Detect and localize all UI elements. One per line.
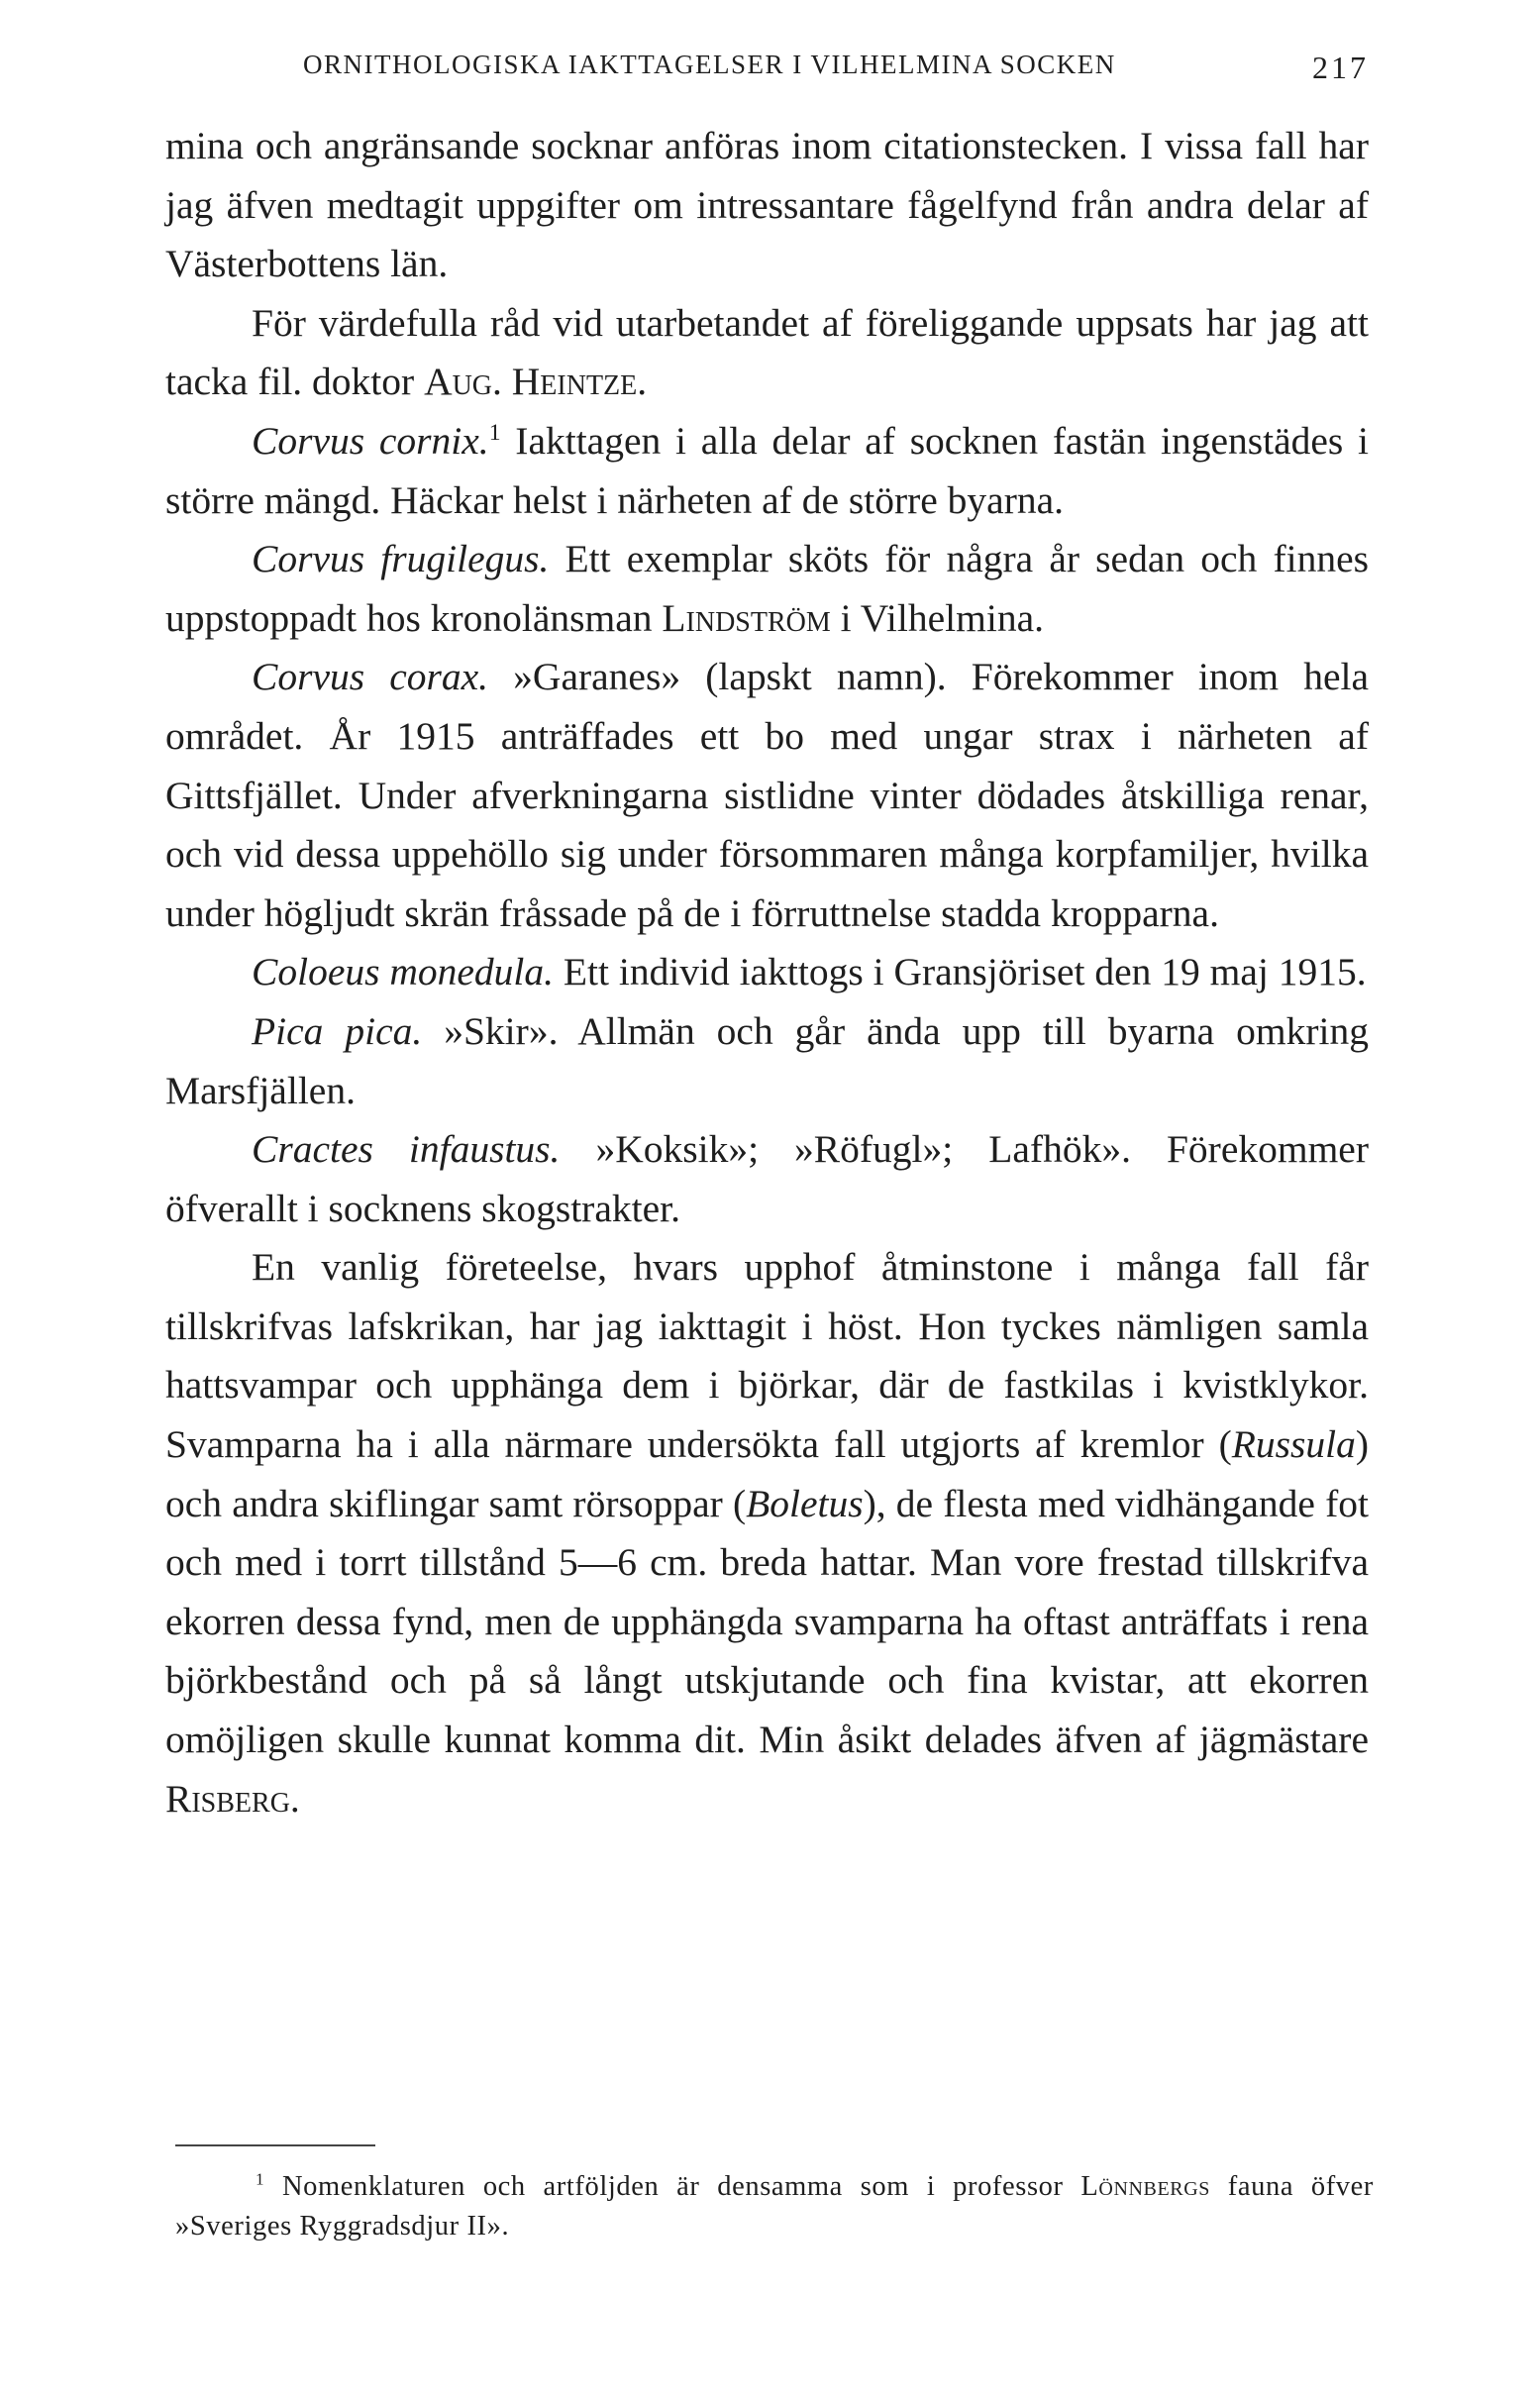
- person-name: Lindström: [662, 595, 831, 640]
- footnote-mark: 1: [256, 2169, 265, 2189]
- footnote-reference: 1: [488, 419, 501, 446]
- species-entry-cractes-infaustus: [165, 1120, 1369, 1238]
- paragraph-observation: [165, 1238, 1369, 1828]
- person-name: Lönnbergs: [1080, 2171, 1210, 2202]
- paragraph-text: För värdefulla råd vid utarbetandet af föreliggande uppsats har jag att tacka fil. doktor: [165, 300, 1369, 404]
- paragraph-end: .: [637, 360, 648, 404]
- species-description: Iakttagen i alla delar af socknen fastän ingenstädes i större mängd. Häckar helst i närheten af de större byarna.: [165, 418, 1369, 522]
- species-name: Coloeus monedula.: [252, 950, 555, 994]
- paragraph-acknowledgement: [165, 294, 1369, 412]
- footnote-text: Nomenklaturen och artföljden är densamma som i professor: [264, 2171, 1081, 2202]
- species-entry-corvus-cornix: [165, 412, 1369, 530]
- species-description: »Koksik»; »Röfugl»; Lafhök». Förekommer öfverallt i socknens skogstrakter.: [165, 1127, 1369, 1230]
- species-entry-coloeus-monedula: [165, 943, 1369, 1002]
- body-text: [165, 117, 1369, 1828]
- running-head-title: ORNITHOLOGISKA IAKTTAGELSER I VILHELMINA SOCKEN: [303, 50, 1116, 79]
- page-number: 217: [1312, 50, 1369, 85]
- paragraph-text: mina och angränsande socknar anföras inom citationstecken. I vissa fall har jag äfven medtagit uppgifter om intressantare fågelfynd från andra delar af Västerbottens län.: [165, 124, 1369, 286]
- genus-name-russula: Russula: [1231, 1422, 1356, 1467]
- footnote: [175, 2167, 1374, 2246]
- footnote-divider: [175, 2144, 375, 2146]
- species-entry-corvus-frugilegus: [165, 530, 1369, 648]
- paragraph-text: En vanlig företeelse, hvars upphof åtminstone i många fall får tillskrifvas lafskrikan, har jag iakttagit i höst. Hon tyckes nämligen samla hattsvampar och upphänga dem i björkar, där de fastkilas i kvistklykor. Svamparna ha i alla närmare undersökta fall utgjorts af kremlor (: [165, 1245, 1369, 1467]
- person-name: Risberg: [165, 1776, 290, 1821]
- species-description: »Skir». Allmän och går ända upp till byarna omkring Marsfjällen.: [165, 1008, 1369, 1112]
- species-description: Ett individ iakttogs i Gransjöriset den 19 maj 1915.: [554, 950, 1367, 994]
- species-name: Corvus corax.: [252, 655, 489, 699]
- paragraph-text: ), de flesta med vidhängande fot och med i torrt tillstånd 5—6 cm. breda hattar. Man vore frestad tillskrifva ekorren dessa fynd, men de upphängda svamparna ha oftast anträffats i rena björkbestånd och på så långt utskjutande och fina kvistar, att ekorren omöjligen skulle kunnat komma dit. Min åsikt delades äfven af jägmästare: [165, 1481, 1369, 1762]
- paragraph-text: ) och andra skiflingar samt rörsoppar (: [165, 1422, 1369, 1525]
- person-name-first: Aug.: [424, 360, 502, 404]
- footnote-paragraph: [175, 2167, 1374, 2246]
- paragraph-intro-continued: [165, 117, 1369, 294]
- person-name: Heintze: [511, 360, 638, 404]
- genus-name-boletus: Boletus: [746, 1481, 864, 1525]
- species-description-end: i Vilhelmina.: [830, 595, 1044, 640]
- species-description: Ett exemplar sköts för några år sedan och finnes uppstoppadt hos kronolänsman: [165, 537, 1369, 640]
- footnote-text: fauna öfver »Sveriges Ryggradsdjur II».: [175, 2171, 1375, 2242]
- species-entry-corvus-corax: [165, 648, 1369, 943]
- species-entry-pica-pica: [165, 1002, 1369, 1120]
- species-description: »Garanes» (lapskt namn). Förekommer inom hela området. År 1915 anträffades ett bo med ungar strax i närheten af Gittsfjället. Under afverkningarna sistlidne vinter dödades åtskilliga renar, och vid dessa uppehöllo sig under försommaren många korpfamiljer, hvilka under högljudt skrän fråssade på de i förruttnelse stadda kropparna.: [165, 655, 1369, 935]
- species-name: Corvus cornix.: [252, 418, 489, 463]
- species-name: Cractes infaustus.: [252, 1127, 561, 1172]
- species-name: Corvus frugilegus.: [252, 537, 550, 581]
- species-name: Pica pica.: [252, 1008, 423, 1053]
- paragraph-end: .: [289, 1776, 300, 1821]
- running-head: [303, 50, 1369, 89]
